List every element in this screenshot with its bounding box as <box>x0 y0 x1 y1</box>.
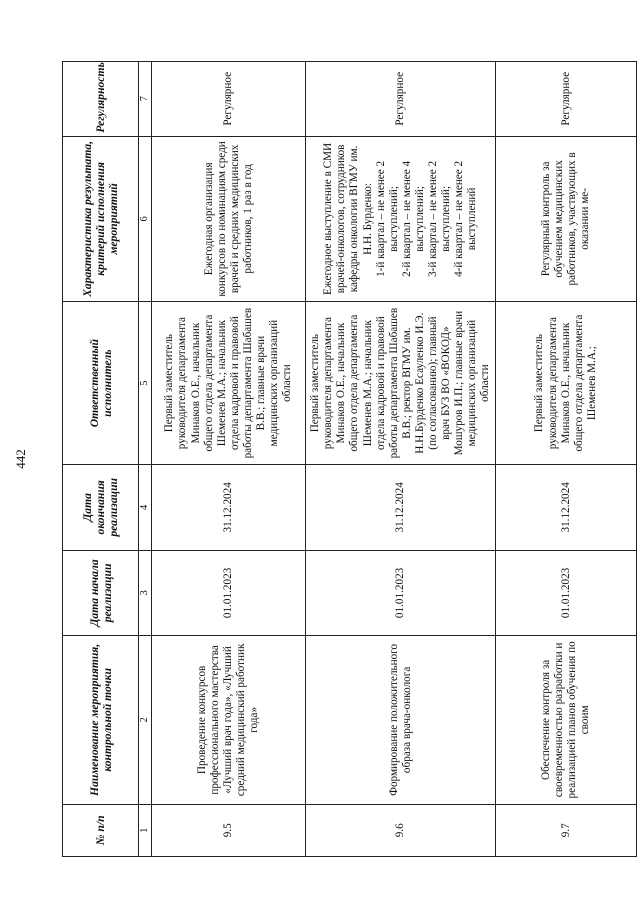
header-row <box>63 62 139 857</box>
end-date: 31.12.2024 <box>152 465 306 551</box>
header-col-7: Регулярность <box>63 62 139 137</box>
end-date: 31.12.2024 <box>306 465 496 551</box>
responsible-executor: Первый заместитель руководителя департамента Минаков О.Е., начальник общего отдела департамента Шеменев М.А.; начальник отдела кадровой и правовой работы департамента Шабашев В.В.; главные врачи медицинских организаций области <box>152 302 306 465</box>
table-row <box>496 62 637 857</box>
event-name: Обеспечение контроля за своевременностью разработки и реализацией планов обучения по своим <box>496 636 637 804</box>
column-number-row <box>139 62 152 857</box>
events-table <box>62 61 637 857</box>
result-characteristic <box>496 136 637 302</box>
event-name: Проведение конкурсов профессионального мастерства «Лучший врач года», «Лучший средний медицинский работник года» <box>152 636 306 804</box>
row-id: 9.5 <box>152 804 306 856</box>
column-number: 2 <box>139 636 152 804</box>
header-col-2: Наименование мероприятия, контрольной точки <box>63 636 139 804</box>
start-date: 01.01.2023 <box>306 550 496 636</box>
responsible-executor: Первый заместитель руководителя департамента Минаков О.Е., начальник общего отдела департамента Шеменев М.А.; начальник отдела кадровой и правовой работы департамента Шабашев В.В.; ректор ВГМУ им. Н.Н.Бурденко Есауленко И.Э. (по согласованию); главный врач БУЗ ВО «ВОКОД» Мошуров И.П.; главные врачи медицинских организаций области <box>306 302 496 465</box>
responsible-executor: Первый заместитель руководителя департамента Минаков О.Е., начальник общего отдела департамента Шеменев М.А.; <box>496 302 637 465</box>
header-col-5: Ответственный исполнитель <box>63 302 139 465</box>
start-date: 01.01.2023 <box>496 550 637 636</box>
end-date: 31.12.2024 <box>496 465 637 551</box>
event-name: Формирование положительного образа врача-онколога <box>306 636 496 804</box>
column-number: 4 <box>139 465 152 551</box>
row-id: 9.6 <box>306 804 496 856</box>
column-number: 5 <box>139 302 152 465</box>
page-number: 442 <box>12 449 28 469</box>
header-col-3: Дата начала реализации <box>63 550 139 636</box>
regularity: Регулярное <box>496 62 637 137</box>
column-number: 6 <box>139 136 152 302</box>
column-number: 3 <box>139 550 152 636</box>
regularity: Регулярное <box>306 62 496 137</box>
result-characteristic <box>306 136 496 302</box>
result-line: 1-й квартал – не менее 2 выступлений; <box>374 160 400 277</box>
result-line: 3-й квартал – не менее 2 выступлений; <box>426 160 453 277</box>
table-row <box>152 62 306 857</box>
result-line: Ежегодное выступление в СМИ врачей-онкологов, сотрудников кафедры онкологии ВГМУ им. Н.Н. Бурденко: <box>322 142 374 295</box>
table-row <box>306 62 496 857</box>
column-number: 1 <box>139 804 152 856</box>
column-number: 7 <box>139 62 152 137</box>
result-characteristic <box>152 136 306 302</box>
rotated-page-content <box>62 61 637 857</box>
regularity: Регулярное <box>152 62 306 137</box>
row-id: 9.7 <box>496 804 637 856</box>
header-col-1: № п/п <box>63 804 139 856</box>
result-line: 4-й квартал – не менее 2 выступлений <box>453 160 479 277</box>
start-date: 01.01.2023 <box>152 550 306 636</box>
header-col-6: Характеристика результата, критерий исполнения мероприятий <box>63 136 139 302</box>
result-line: Регулярный контроль за обучением медицинских работников, участвующих в оказании ме- <box>539 152 592 286</box>
result-line: Ежегодная организация конкурсов по номинациям среди врачей и средних медицинских работников, 1 раз в год <box>202 141 254 297</box>
header-col-4: Дата окончания реализации <box>63 465 139 551</box>
result-line: 2-й квартал – не менее 4 выступлений; <box>400 160 426 277</box>
